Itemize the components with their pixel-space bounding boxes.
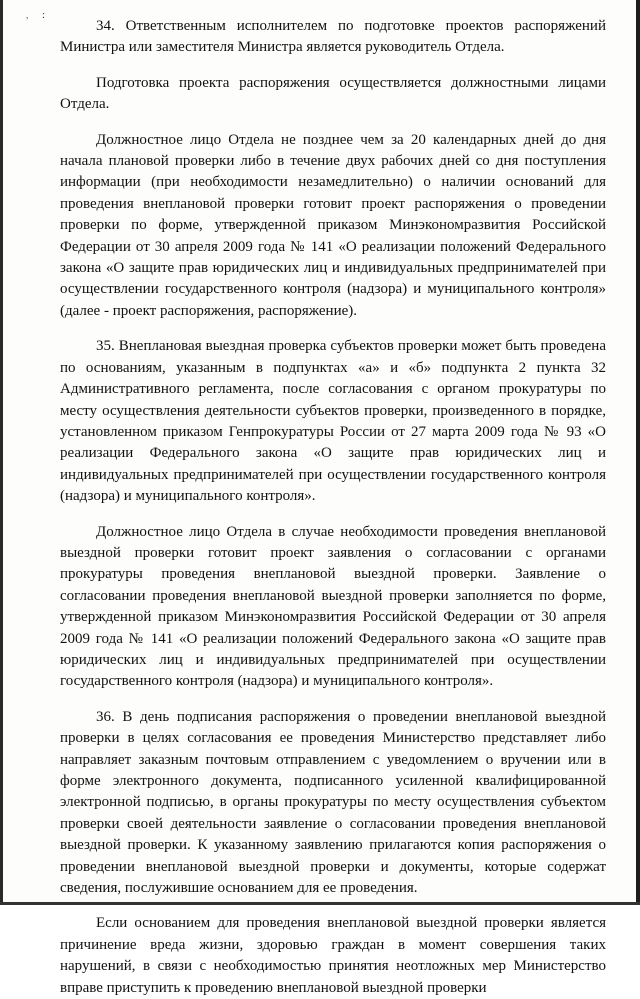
paragraph-36: 36. В день подписания распоряжения о проведении внеплановой выездной проверки в целях согласования ее проведения Министерство представляет либо направляет заказным почтовым отправлением с уведомлением о вручении или в форме электронного документа, подписанного усиленной квалифицированной электронной подписью, в органы прокуратуры по месту осуществления субъектом проверки своей деятельности заявление о согласовании проведения внеплановой выездной проверки. К указанному заявлению прилагаются копия распоряжения о проведении внеплановой выездной проверки и документы, которые содержат сведения, послужившие основанием для ее проведения. <box>60 708 606 897</box>
scan-left-edge <box>0 0 3 905</box>
paragraph-urgent: Если основанием для проведения внеплановой выездной проверки является причинение вреда жизни, здоровью граждан в момент совершения таких нарушений, в связи с необходимостью принятия неотложных мер Министерство вправе приступить к проведению внеплановой выездной проверки <box>60 915 606 996</box>
paragraph-application: Должностное лицо Отдела в случае необходимости проведения внеплановой выездной проверки готовит проект заявления о согласовании с органами прокуратуры проведения внеплановой выездной проверки. Заявление о согласовании проведения внеплановой выездной проверки заполняется по форме, утвержденной приказом Минэкономразвития Российской Федерации от 30 апреля 2009 года № 141 «О реализации положений Федерального закона «О защите прав юридических лиц и индивидуальных предпринимателей при осуществлении государственного контроля (надзора) и муниципального контроля». <box>60 523 606 690</box>
paragraph-34: 34. Ответственным исполнителем по подготовке проектов распоряжений Министра или заместителя Министра является руководитель Отдела. <box>60 18 606 56</box>
document-body <box>60 16 606 999</box>
paragraph-preparation: Подготовка проекта распоряжения осуществляется должностными лицами Отдела. <box>60 74 606 113</box>
paragraph-official: Должностное лицо Отдела не позднее чем за 20 календарных дней до дня начала плановой проверки либо в течение двух рабочих дней со дня поступления информации (при необходимости незамедлительно) о наличии оснований для проведения внеплановой проверки готовит проект распоряжения о проведении проверки по форме, утвержденной приказом Минэкономразвития Российской Федерации от 30 апреля 2009 года № 141 «О реализации положений Федерального закона «О защите прав юридических лиц и индивидуальных предпринимателей при осуществлении государственного контроля (надзора) и муниципального контроля» (далее - проект распоряжения, распоряжение). <box>60 131 606 319</box>
scan-speck: , <box>26 10 29 20</box>
scan-dots: : <box>42 9 46 21</box>
paragraph-35: 35. Внеплановая выездная проверка субъектов проверки может быть проведена по основаниям, указанным в подпунктах «а» и «б» подпункта 2 пункта 32 Административного регламента, после согласования с органом прокуратуры по месту осуществления деятельности субъектов проверки, произведенного в порядке, установленном приказом Генпрокуратуры России от 27 марта 2009 года № 93 «О реализации Федерального закона «О защите прав юридических лиц и индивидуальных предпринимателей при осуществлении государственного контроля (надзора) и муниципального контроля». <box>60 338 606 505</box>
scan-right-edge <box>636 0 640 905</box>
